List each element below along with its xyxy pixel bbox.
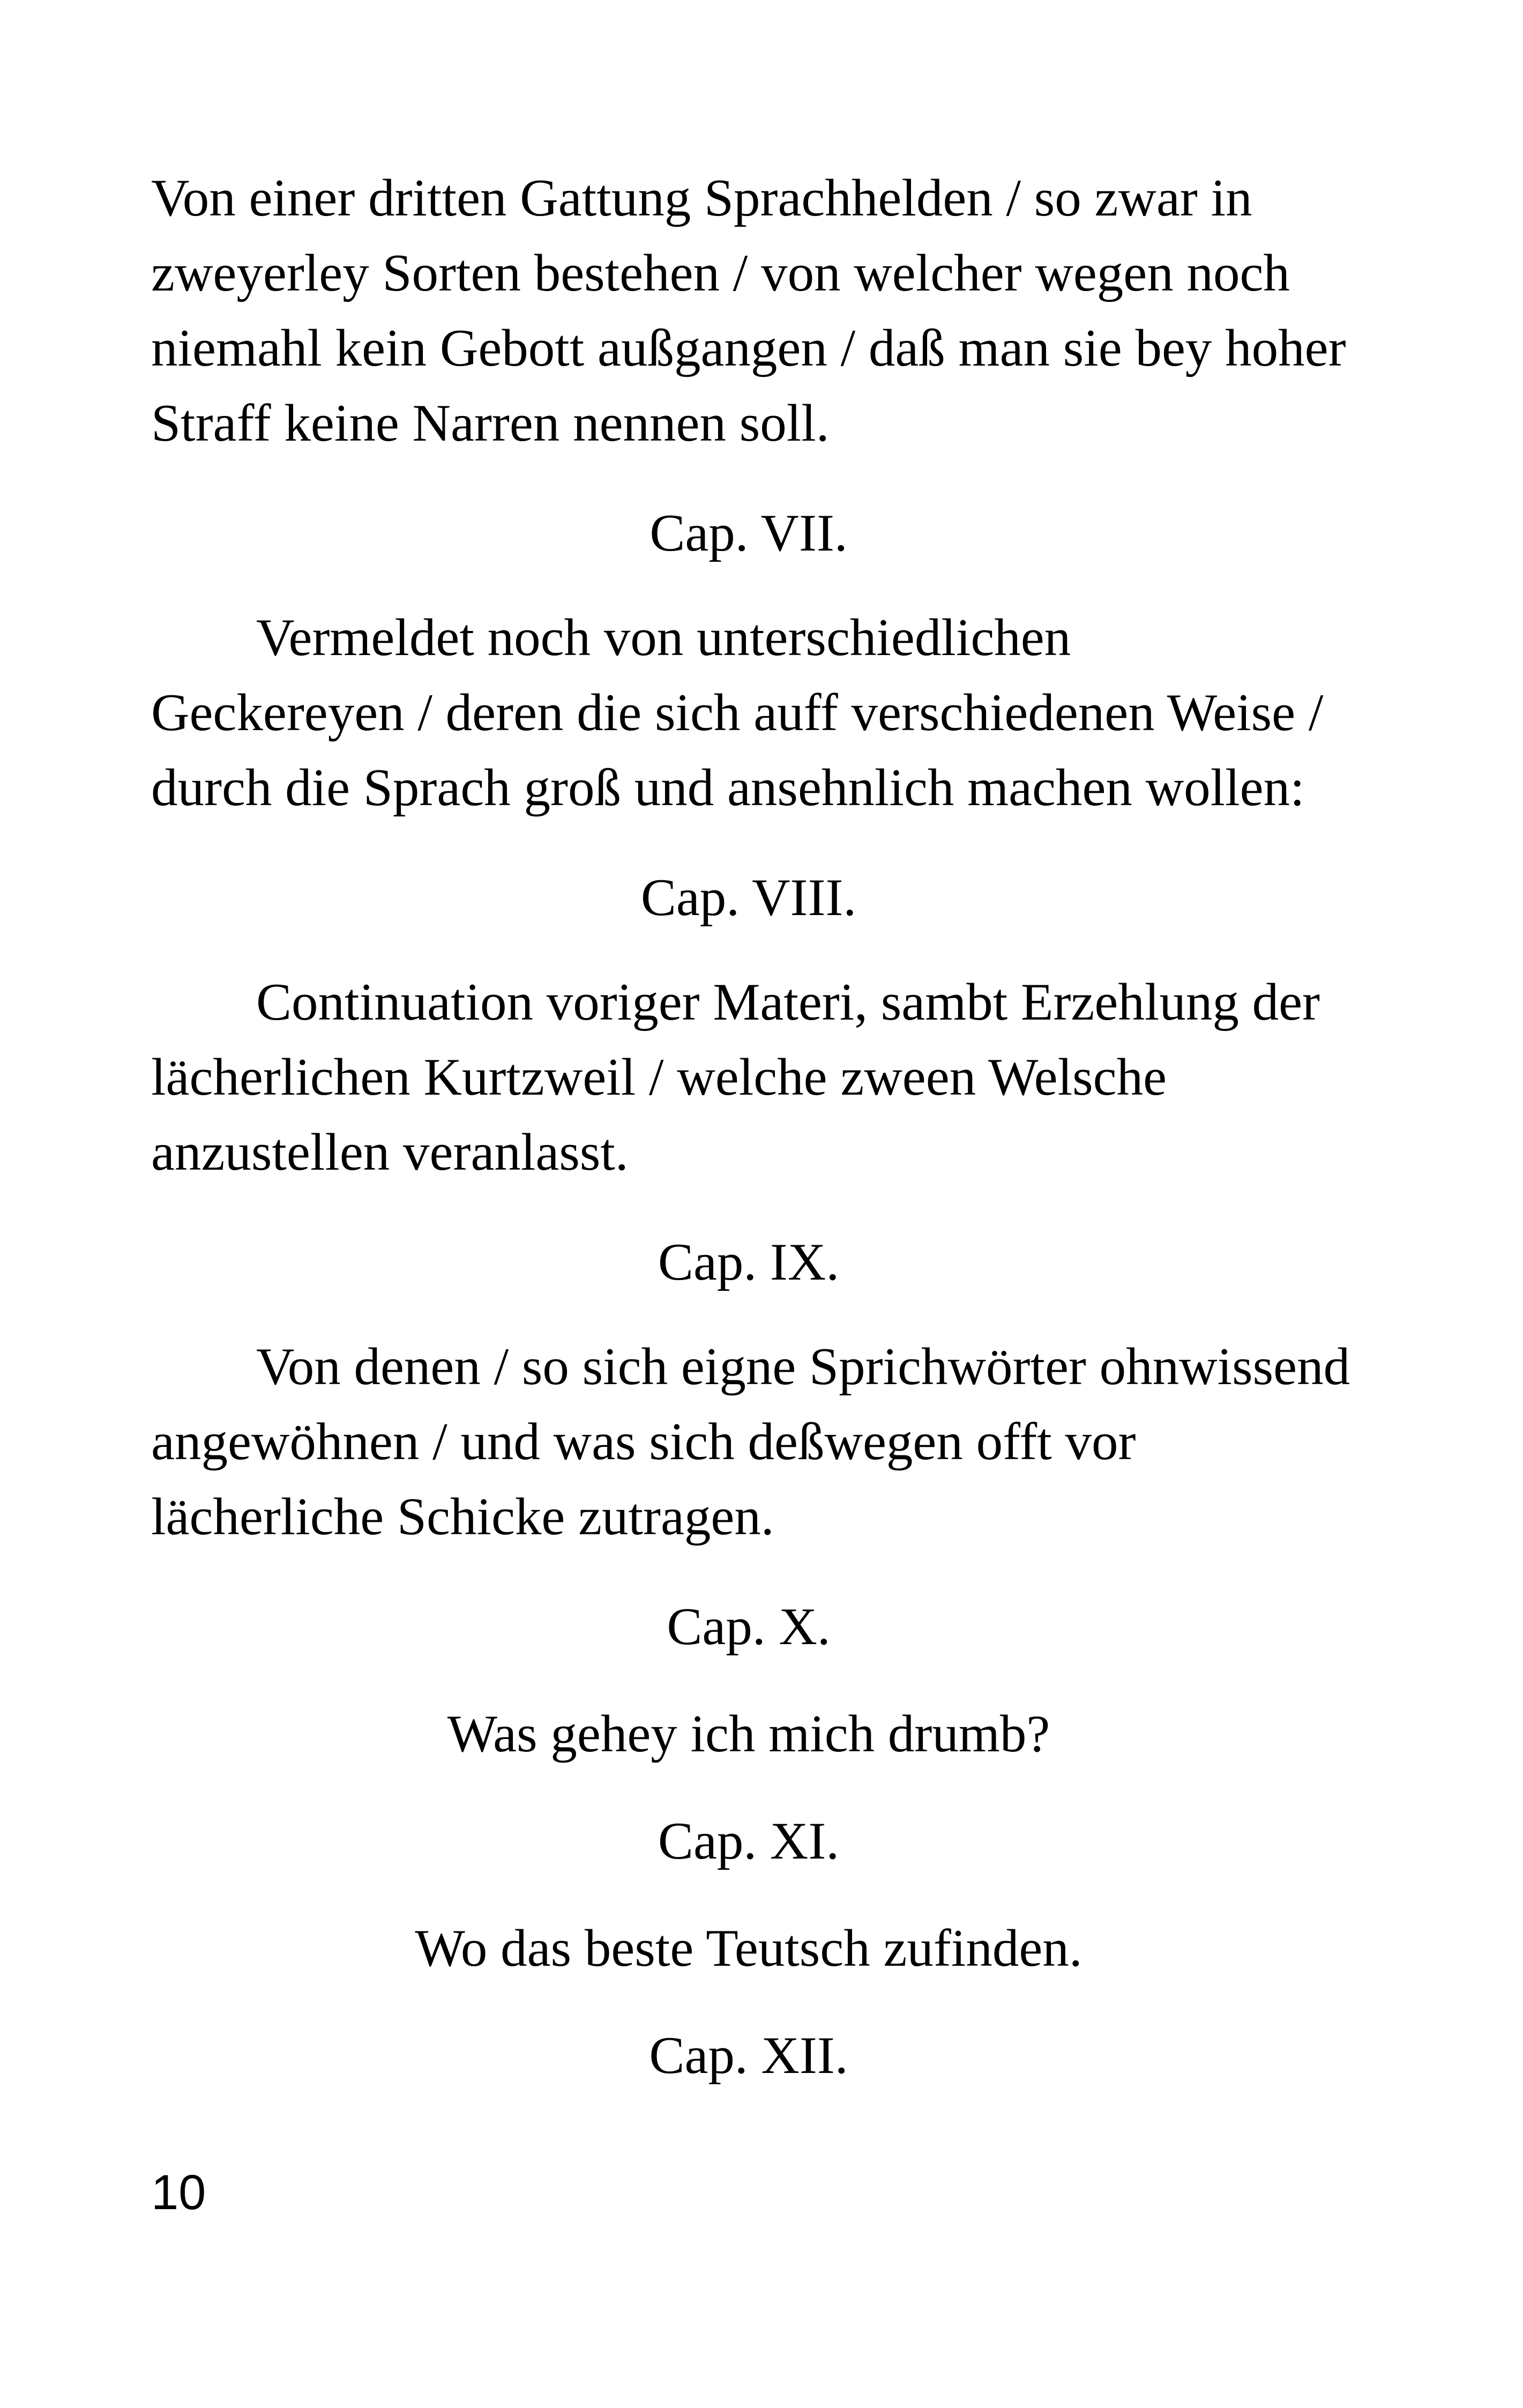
chapter-heading: Cap. IX.: [658, 1233, 840, 1291]
text-line: niemahl kein Gebott außgangen / daß man sie bey hoher: [151, 319, 1346, 377]
text-line: Continuation voriger Materi, sambt Erzehlung der: [256, 973, 1320, 1031]
chapter-heading: Cap. XI.: [658, 1812, 840, 1870]
text-line: lächerlichen Kurtzweil / welche zween Welsche: [151, 1048, 1167, 1106]
chapter-summary-paragraph: [151, 161, 1384, 461]
chapter-heading: Cap. X.: [667, 1597, 831, 1656]
chapter-summary-paragraph: [151, 600, 1384, 826]
text-line: angewöhnen / und was sich deßwegen offt vor: [151, 1413, 1136, 1471]
chapter-summary-paragraph: [151, 965, 1384, 1190]
text-line: Vermeldet noch von unterschiedlichen: [256, 608, 1071, 667]
chapter-heading: Cap. VIII.: [640, 868, 857, 927]
chapter-summary-line: Was gehey ich mich drumb?: [447, 1705, 1050, 1763]
text-line: lächerliche Schicke zutragen.: [151, 1488, 774, 1546]
text-line: Von denen / so sich eigne Sprichwörter ohnwissend: [256, 1337, 1350, 1396]
chapter-heading: Cap. VII.: [649, 504, 848, 562]
text-line: anzustellen veranlasst.: [151, 1123, 629, 1181]
chapter-summary-line: Wo das beste Teutsch zufinden.: [415, 1919, 1082, 1978]
chapter-summary-paragraph: [151, 1329, 1384, 1555]
chapter-heading: Cap. XII.: [649, 2026, 848, 2085]
text-line: Geckereyen / deren die sich auff verschiedenen Weise /: [151, 683, 1324, 742]
text-line: Von einer dritten Gattung Sprachhelden / so zwar in: [151, 169, 1252, 227]
text-line: Straff keine Narren nennen soll.: [151, 394, 830, 452]
text-line: zweyerley Sorten bestehen / von welcher wegen noch: [151, 244, 1290, 302]
page-number: 10: [151, 2165, 206, 2220]
text-line: durch die Sprach groß und ansehnlich machen wollen:: [151, 759, 1305, 817]
